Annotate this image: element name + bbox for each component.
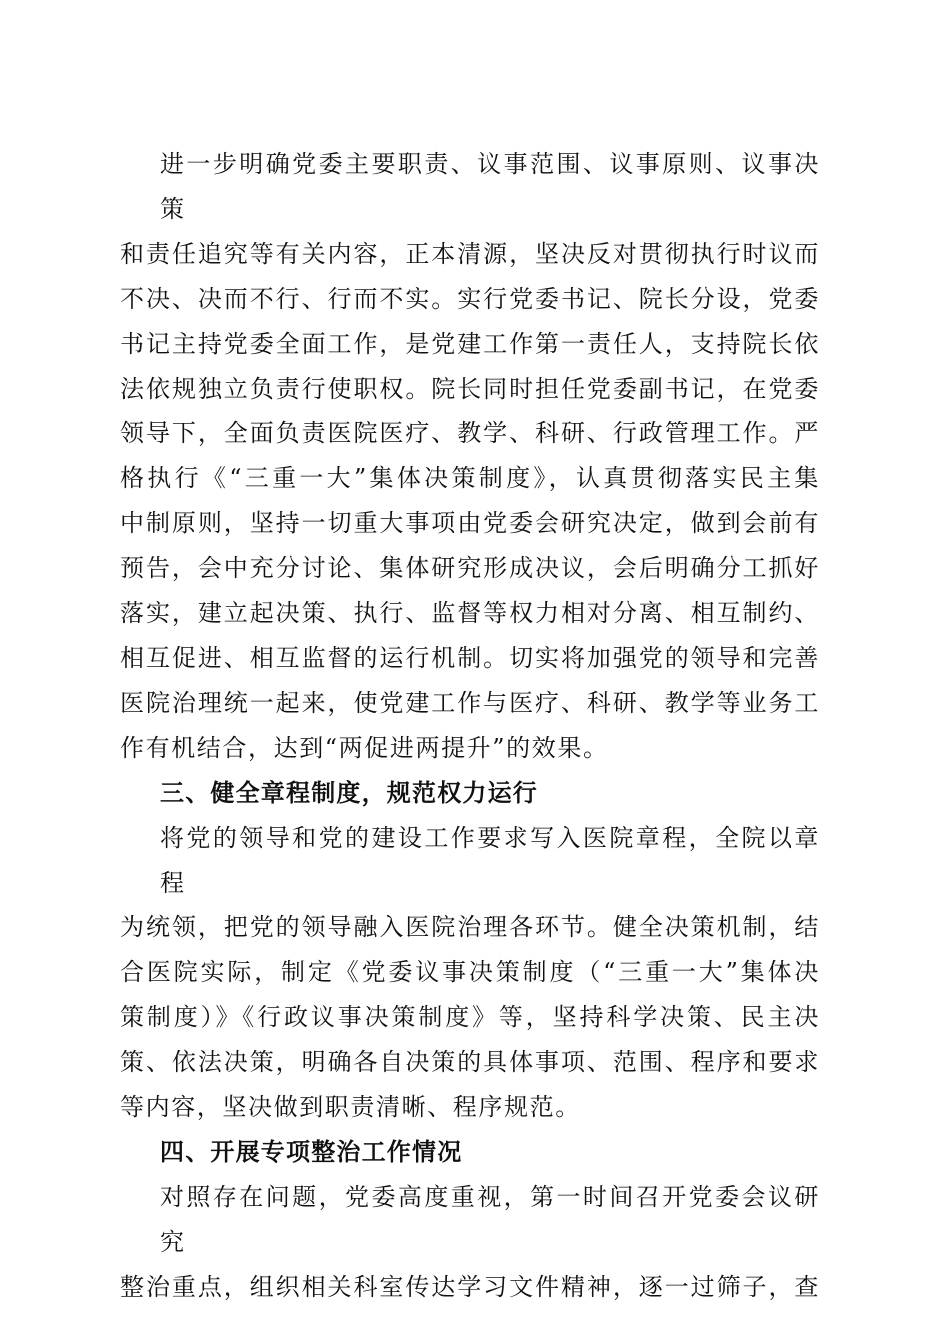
section-heading-4: 四、开展专项整治工作情况	[160, 1137, 463, 1166]
text-line: 格执行《“三重一大”集体决策制度》，认真贯彻落实民主集	[120, 464, 820, 493]
text-line: 将党的领导和党的建设工作要求写入医院章程，全院以章程	[160, 823, 820, 897]
section-heading-3: 三、健全章程制度，规范权力运行	[160, 778, 538, 807]
text-line: 不决、决而不行、行而不实。实行党委书记、院长分设，党委	[120, 284, 820, 313]
paragraph-charter-system	[120, 816, 820, 1130]
text-line: 等内容，坚决做到职责清晰、程序规范。	[120, 1093, 581, 1122]
text-line: 落实，建立起决策、执行、监督等权力相对分离、相互制约、	[120, 599, 820, 628]
text-line: 合医院实际，制定《党委议事决策制度（“三重一大”集体决	[120, 958, 820, 987]
text-line: 进一步明确党委主要职责、议事范围、议事原则、议事决策	[160, 150, 820, 223]
paragraph-special-rectification	[120, 1175, 820, 1310]
text-line: 策制度）》《行政议事决策制度》等，坚持科学决策、民主决	[120, 1003, 820, 1032]
text-line: 预告，会中充分讨论、集体研究形成决议，会后明确分工抓好	[120, 554, 820, 583]
text-line: 医院治理统一起来，使党建工作与医疗、科研、教学等业务工	[120, 688, 820, 717]
paragraph-decision-system	[120, 142, 820, 771]
text-line: 为统领，把党的领导融入医院治理各环节。健全决策机制，结	[120, 913, 820, 942]
text-line: 书记主持党委全面工作，是党建工作第一责任人，支持院长依	[120, 329, 820, 358]
text-line: 对照存在问题，党委高度重视，第一时间召开党委会议研究	[160, 1182, 820, 1256]
text-line: 整治重点，组织相关科室传达学习文件精神，逐一过筛子，查	[120, 1272, 820, 1301]
text-line: 法依规独立负责行使职权。院长同时担任党委副书记，在党委	[120, 374, 820, 403]
text-line: 和责任追究等有关内容，正本清源，坚决反对贯彻执行时议而	[120, 239, 820, 268]
text-line: 领导下，全面负责医院医疗、教学、科研、行政管理工作。严	[120, 419, 820, 448]
text-line: 作有机结合，达到“两促进两提升”的效果。	[120, 733, 609, 762]
text-line: 中制原则，坚持一切重大事项由党委会研究决定，做到会前有	[120, 509, 820, 538]
text-line: 相互促进、相互监督的运行机制。切实将加强党的领导和完善	[120, 643, 820, 672]
text-line: 策、依法决策，明确各自决策的具体事项、范围、程序和要求	[120, 1048, 820, 1077]
document-body	[120, 142, 820, 1310]
